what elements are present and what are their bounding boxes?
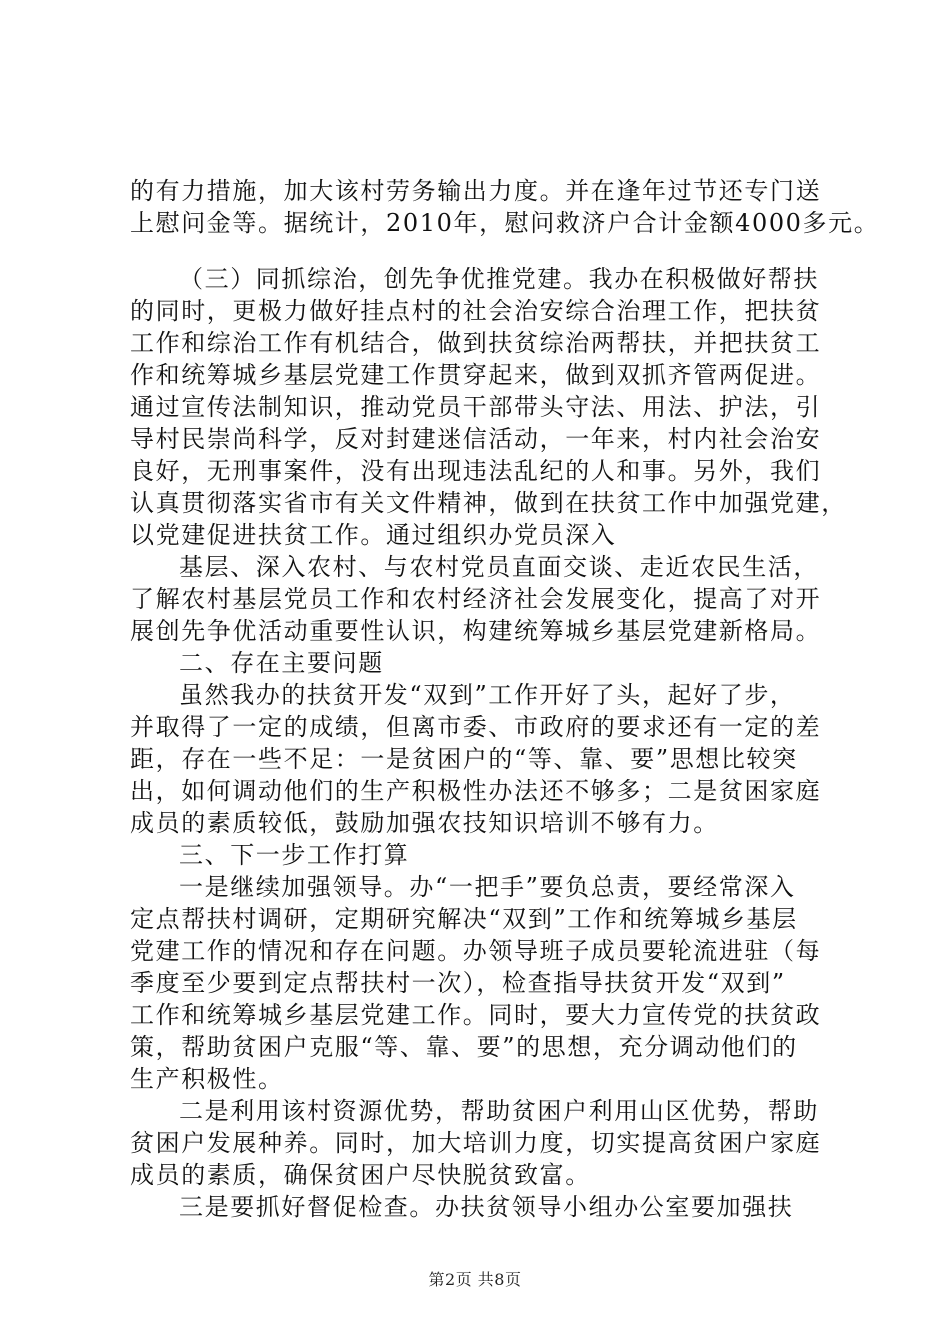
body-line: 作和统筹城乡基层党建工作贯穿起来，做到双抓齐管两促进。	[130, 361, 822, 389]
section-heading: 三、下一步工作打算	[179, 841, 410, 869]
body-line: 定点帮扶村调研，定期研究解决“双到”工作和统筹城乡基层	[130, 905, 798, 933]
page-footer: 第2页 共8页	[428, 1270, 522, 1289]
body-line: 的同时，更极力做好挂点村的社会治安综合治理工作，把扶贫	[130, 297, 822, 325]
body-line: 认真贯彻落实省市有关文件精神，做到在扶贫工作中加强党建，	[130, 489, 847, 517]
body-line: 成员的素质，确保贫困户尽快脱贫致富。	[130, 1161, 591, 1189]
body-line: 生产积极性。	[130, 1065, 284, 1093]
body-line: 三是要抓好督促检查。办扶贫领导小组办公室要加强扶	[179, 1193, 794, 1221]
body-line: 党建工作的情况和存在问题。办领导班子成员要轮流进驻（每	[130, 937, 822, 965]
body-line: 以党建促进扶贫工作。通过组织办党员深入	[130, 521, 617, 549]
body-line: 工作和统筹城乡基层党建工作。同时，要大力宣传党的扶贫政	[130, 1001, 822, 1029]
body-line: 并取得了一定的成绩，但离市委、市政府的要求还有一定的差	[130, 713, 822, 741]
body-line: 导村民崇尚科学，反对封建迷信活动，一年来，村内社会治安	[130, 425, 822, 453]
body-line: 策，帮助贫困户克服“等、靠、要”的思想，充分调动他们的	[130, 1033, 798, 1061]
body-line: 展创先争优活动重要性认识，构建统筹城乡基层党建新格局。	[130, 617, 822, 645]
body-line: 成员的素质较低，鼓励加强农技知识培训不够有力。	[130, 809, 719, 837]
section-heading: 二、存在主要问题	[179, 649, 384, 677]
body-line: 距，存在一些不足：一是贫困户的“等、靠、要”思想比较突	[130, 745, 798, 773]
body-line: 通过宣传法制知识，推动党员干部带头守法、用法、护法，引	[130, 393, 822, 421]
body-line: 二是利用该村资源优势，帮助贫困户利用山区优势，帮助	[179, 1097, 819, 1125]
body-line: 良好，无刑事案件，没有出现违法乱纪的人和事。另外，我们	[130, 457, 822, 485]
body-line: 出，如何调动他们的生产积极性办法还不够多；二是贫困家庭	[130, 777, 822, 805]
body-line: 虽然我办的扶贫开发“双到”工作开好了头，起好了步，	[179, 681, 796, 709]
body-line: 了解农村基层党员工作和农村经济社会发展变化，提高了对开	[130, 585, 822, 613]
body-line: 贫困户发展种养。同时，加大培训力度，切实提高贫困户家庭	[130, 1129, 822, 1157]
body-line: 工作和综治工作有机结合，做到扶贫综治两帮扶，并把扶贫工	[130, 329, 822, 357]
body-line: 季度至少要到定点帮扶村一次），检查指导扶贫开发“双到”	[130, 969, 786, 997]
body-line: 一是继续加强领导。办“一把手”要负总责，要经常深入	[179, 873, 796, 901]
body-line: 基层、深入农村、与农村党员直面交谈、走近农民生活，	[179, 553, 819, 581]
body-line: 上慰问金等。据统计，2010年，慰问救济户合计金额4000多元。	[130, 209, 880, 237]
section-heading-line: （三）同抓综治，创先争优推党建。我办在积极做好帮扶	[179, 265, 819, 293]
body-line: 的有力措施，加大该村劳务输出力度。并在逢年过节还专门送	[130, 177, 822, 205]
